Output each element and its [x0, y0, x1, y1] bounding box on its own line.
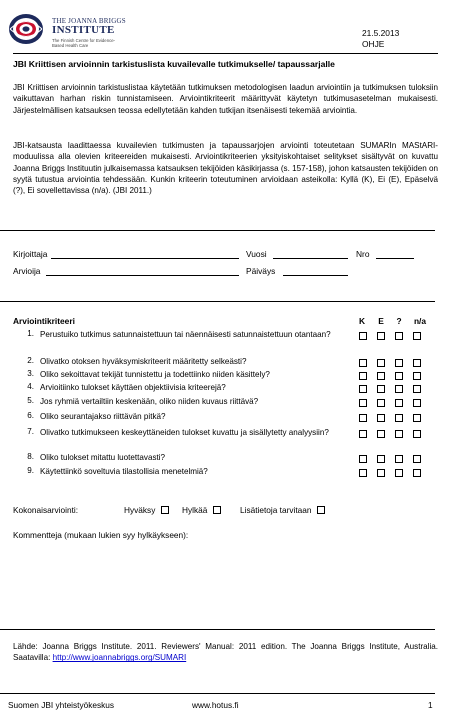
date-label: Päiväys — [246, 266, 276, 276]
overall-option-more-info[interactable] — [240, 505, 325, 515]
overall-option-reject[interactable] — [182, 505, 221, 515]
criterion-text: Käytettiinkö soveltuvia tilastollisia menetelmiä? — [40, 467, 208, 476]
reject-label: Hylkää — [182, 505, 208, 515]
criterion-7-unclear-checkbox[interactable] — [395, 430, 403, 438]
criterion-7-na-checkbox[interactable] — [413, 430, 421, 438]
criterion-5-yes-checkbox[interactable] — [359, 399, 367, 407]
approve-label: Hyväksy — [124, 505, 156, 515]
criterion-6-no-checkbox[interactable] — [377, 414, 385, 422]
criteria-heading: Arviointikriteeri — [13, 316, 75, 326]
criterion-7-yes-checkbox[interactable] — [359, 430, 367, 438]
criterion-6-na-checkbox[interactable] — [413, 414, 421, 422]
criterion-text: Oliko tulokset mitattu luotettavasti? — [40, 453, 166, 462]
criterion-9-yes-checkbox[interactable] — [359, 469, 367, 477]
criterion-4-unclear-checkbox[interactable] — [395, 385, 403, 393]
criterion-8-na-checkbox[interactable] — [413, 455, 421, 463]
criterion-number: 3. — [27, 369, 34, 378]
criterion-2-yes-checkbox[interactable] — [359, 359, 367, 367]
criterion-2-no-checkbox[interactable] — [377, 359, 385, 367]
document-date: 21.5.2013 — [362, 28, 400, 38]
criterion-2-na-checkbox[interactable] — [413, 359, 421, 367]
criterion-3-unclear-checkbox[interactable] — [395, 372, 403, 380]
criterion-text: Olivatko otoksen hyväksymiskriteerit määritetty selkeästi? — [40, 357, 247, 366]
column-unclear-header: ? — [396, 316, 402, 326]
header-divider — [13, 53, 438, 54]
criterion-text: Olivatko tutkimukseen keskeyttäneiden tulokset kuvattu ja sisällytetty analyysiin? — [40, 428, 329, 437]
reject-checkbox[interactable] — [213, 506, 221, 514]
criterion-3-no-checkbox[interactable] — [377, 372, 385, 380]
date-field[interactable] — [283, 275, 348, 276]
criterion-5-na-checkbox[interactable] — [413, 399, 421, 407]
year-label: Vuosi — [246, 249, 267, 259]
column-na-header: n/a — [413, 316, 427, 326]
section-divider-1 — [0, 230, 435, 231]
jbi-logo — [8, 8, 158, 50]
overall-label: Kokonaisarviointi: — [13, 505, 79, 515]
criterion-5-unclear-checkbox[interactable] — [395, 399, 403, 407]
criterion-text: Jos ryhmiä vertailtiin keskenään, oliko niiden kuvaus riittävä? — [40, 397, 259, 406]
footer-page-number: 1 — [428, 700, 433, 710]
section-divider-3 — [0, 629, 435, 630]
more-info-label: Lisätietoja tarvitaan — [240, 505, 312, 515]
intro-paragraph-2: JBI-katsausta laadittaessa kuvailevien tutkimusten ja tapaussarjojen arviointi toteutetaan SUMARIn MAStARI-moduulissa alla olevien kriteereiden mukaisesti. Arviointikriteerien yksityiskohtaiset selitykset sisältyvät on kuvattu Joanna Briggs Instituutin julkaisemassa katsauksen tekijöiden käsikirjassa (s. 157-158), johon katsausten tekijöiden on syytä tutustua arviointia tehdessään. Kunkin kriteerin toteutuminen arvioidaan asteikolla: Kyllä (K), Ei (E), Epäselvä (?), Ei sovellettavissa (n/a). (JBI 2011.) — [13, 141, 438, 196]
criterion-7-no-checkbox[interactable] — [377, 430, 385, 438]
criterion-number: 6. — [27, 411, 34, 420]
approve-checkbox[interactable] — [161, 506, 169, 514]
criterion-9-unclear-checkbox[interactable] — [395, 469, 403, 477]
source-citation — [13, 641, 438, 664]
source-link[interactable]: http://www.joannabriggs.org/SUMARI — [52, 653, 187, 663]
criterion-1-unclear-checkbox[interactable] — [395, 332, 403, 340]
criterion-9-na-checkbox[interactable] — [413, 469, 421, 477]
criterion-1-na-checkbox[interactable] — [413, 332, 421, 340]
criterion-1-yes-checkbox[interactable] — [359, 332, 367, 340]
criterion-number: 8. — [27, 452, 34, 461]
comments-area[interactable] — [13, 545, 438, 625]
footer-divider — [0, 693, 435, 694]
criterion-2-unclear-checkbox[interactable] — [395, 359, 403, 367]
logo-tagline: The Finnish Centre for Evidence-Based Health Care — [52, 38, 116, 48]
criterion-4-no-checkbox[interactable] — [377, 385, 385, 393]
criterion-text: Oliko sekoittavat tekijät tunnistettu ja todettiinko niiden käsittely? — [40, 370, 270, 379]
footer-website[interactable]: www.hotus.fi — [192, 700, 239, 710]
source-text: Lähde: Joanna Briggs Institute. 2011. Reviewers' Manual: 2011 edition. The Joanna Briggs Institute, Australia. Saatavilla: — [13, 642, 438, 663]
intro-paragraph-1: JBI Kriittisen arvioinnin tarkistuslistaa käytetään tutkimuksen metodologisen laadun arviointiin ja tutkimuksen tuloksiin vaikuttavan harhan riskin tunnistamiseen. Arviointikriteerit määrittyvät käytetyn tutkimusasetelman mukaisesti. Järjestelmällisen katsauksen teossa edellytetään kahden tutkijan itsenäisesti tekemää arviointia. — [13, 83, 438, 115]
more-info-checkbox[interactable] — [317, 506, 325, 514]
column-yes-header: K — [358, 316, 366, 326]
criterion-number: 1. — [27, 329, 34, 338]
logo-org-line2: INSTITUTE — [52, 24, 115, 36]
criterion-1-no-checkbox[interactable] — [377, 332, 385, 340]
number-label: Nro — [356, 249, 370, 259]
author-label: Kirjoittaja — [13, 249, 48, 259]
document-type: OHJE — [362, 39, 385, 49]
criterion-6-unclear-checkbox[interactable] — [395, 414, 403, 422]
criterion-number: 4. — [27, 382, 34, 391]
footer-organization: Suomen JBI yhteistyökeskus — [8, 700, 115, 710]
logo-org-line1: THE JOANNA BRIGGS — [52, 17, 126, 25]
column-no-header: E — [378, 316, 384, 326]
criterion-number: 5. — [27, 396, 34, 405]
reviewer-label: Arvioija — [13, 266, 41, 276]
criterion-number: 2. — [27, 356, 34, 365]
criterion-text: Arvioitiinko tulokset käyttäen objektiivisia kriteerejä? — [40, 383, 226, 392]
criterion-9-no-checkbox[interactable] — [377, 469, 385, 477]
criterion-8-no-checkbox[interactable] — [377, 455, 385, 463]
criterion-8-yes-checkbox[interactable] — [359, 455, 367, 463]
criterion-4-na-checkbox[interactable] — [413, 385, 421, 393]
criterion-6-yes-checkbox[interactable] — [359, 414, 367, 422]
page-title: JBI Kriittisen arvioinnin tarkistuslista kuvailevalle tutkimukselle/ tapaussarjalle — [13, 59, 335, 69]
year-field[interactable] — [273, 258, 348, 259]
criterion-text: Oliko seurantajakso riittävän pitkä? — [40, 412, 166, 421]
section-divider-2 — [0, 301, 435, 302]
reviewer-field[interactable] — [46, 275, 239, 276]
criterion-number: 9. — [27, 466, 34, 475]
overall-option-approve[interactable] — [124, 505, 169, 515]
criterion-4-yes-checkbox[interactable] — [359, 385, 367, 393]
criterion-text: Perustuiko tutkimus satunnaistettuun tai näennäisesti satunnaistettuun otantaan? — [40, 330, 331, 339]
criterion-number: 7. — [27, 427, 34, 436]
jbi-logo-emblem-icon — [8, 12, 44, 46]
criterion-3-na-checkbox[interactable] — [413, 372, 421, 380]
criterion-3-yes-checkbox[interactable] — [359, 372, 367, 380]
number-field[interactable] — [376, 258, 414, 259]
criterion-5-no-checkbox[interactable] — [377, 399, 385, 407]
comments-label: Kommentteja (mukaan lukien syy hylkäykseen): — [13, 530, 189, 540]
criterion-8-unclear-checkbox[interactable] — [395, 455, 403, 463]
author-field[interactable] — [51, 258, 239, 259]
